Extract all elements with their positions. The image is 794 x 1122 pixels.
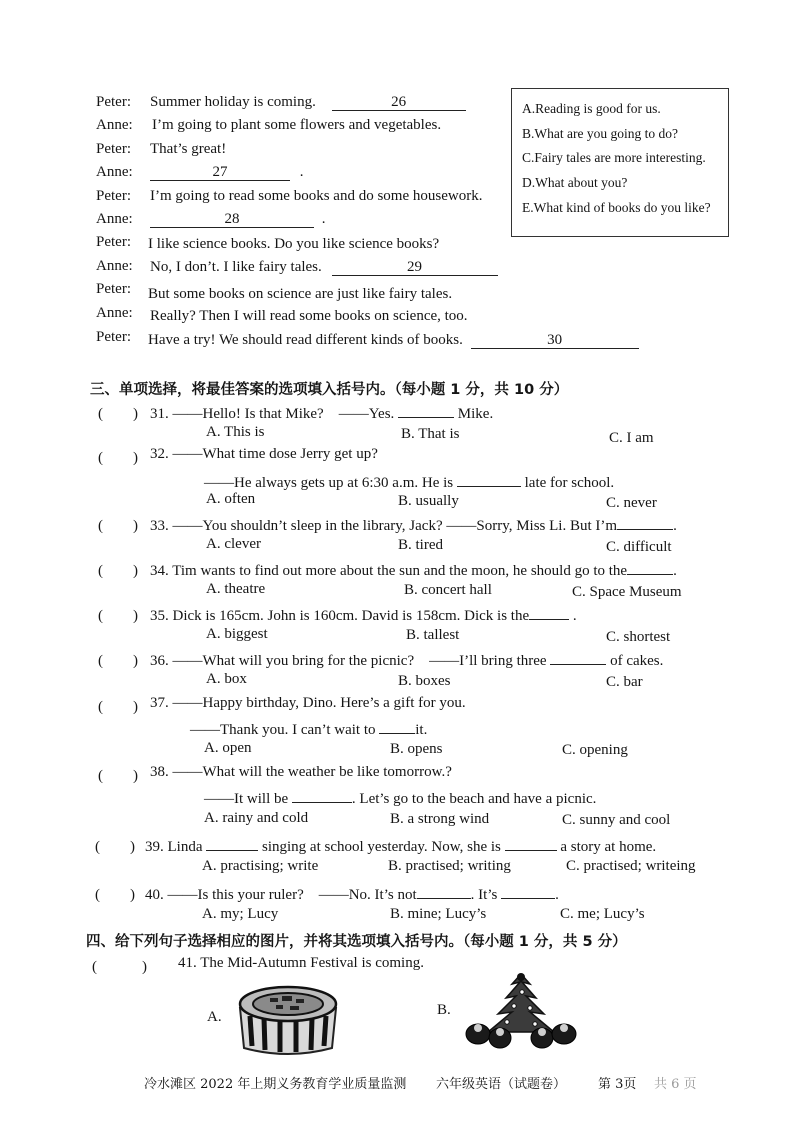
speaker: Peter: <box>96 141 131 157</box>
option-item: D.What about you? <box>522 175 628 190</box>
question-stem: ——What time dose Jerry get up? <box>172 446 378 462</box>
question-41 <box>178 955 424 972</box>
question-stem: Linda <box>167 839 203 855</box>
question-stem-mid: singing at school yesterday. Now, she is <box>262 839 501 855</box>
question-stem: ——Thank you. I can’t wait to <box>190 722 376 738</box>
dialogue-text: I’m going to read some books and do some housework. <box>150 188 483 204</box>
choice-c[interactable]: C. difficult <box>606 539 672 555</box>
question-number: 41. <box>178 955 197 971</box>
choice-a[interactable]: A. This is <box>206 424 265 440</box>
choice-b[interactable]: B. concert hall <box>404 582 492 598</box>
option-item: B.What are you going to do? <box>522 126 678 141</box>
question-number: 37. <box>150 695 169 711</box>
question-stem-end: . <box>555 887 559 903</box>
question-stem: ——You shouldn’t sleep in the library, Jack? ——Sorry, Miss Li. But I’m <box>172 518 618 534</box>
answer-paren[interactable]: ( ) <box>98 653 138 669</box>
question-stem: ——What will the weather be like tomorrow.? <box>172 764 452 780</box>
question-stem-end: a story at home. <box>560 839 657 855</box>
choice-a[interactable]: A. my; Lucy <box>202 906 279 922</box>
choice-c[interactable]: C. never <box>606 495 657 511</box>
choice-a[interactable]: A. box <box>206 671 247 687</box>
choice-b[interactable]: B. tallest <box>406 627 460 643</box>
choice-a[interactable]: A. often <box>206 491 256 507</box>
option-item: C.Fairy tales are more interesting. <box>522 150 706 165</box>
question-36 <box>150 649 663 670</box>
dialogue-tail: . <box>299 164 304 180</box>
stem-blank[interactable] <box>292 787 352 803</box>
question-number: 31. <box>150 406 169 422</box>
choice-c[interactable]: C. shortest <box>606 629 671 645</box>
question-number: 32. <box>150 446 169 462</box>
choice-b[interactable]: B. tired <box>398 537 443 553</box>
question-35 <box>150 604 577 625</box>
speaker: Anne: <box>96 258 133 274</box>
blank-number: 26 <box>391 94 407 110</box>
answer-paren[interactable]: ( ) <box>98 450 138 466</box>
footer-total: 共 6 页 <box>654 1077 697 1092</box>
answer-blank[interactable] <box>332 260 498 276</box>
speaker: Anne: <box>96 164 133 180</box>
choice-b[interactable]: B. usually <box>398 493 459 509</box>
question-40 <box>145 883 559 904</box>
choice-b[interactable]: B. opens <box>390 741 443 757</box>
question-number: 40. <box>145 887 164 903</box>
blank-number: 27 <box>212 164 228 180</box>
question-stem: ——What will you bring for the picnic? ——I’ll bring three <box>172 653 547 669</box>
answer-paren[interactable]: ( ) <box>95 887 135 903</box>
dialogue-tail: . <box>321 211 326 227</box>
question-32 <box>150 446 378 463</box>
answer-paren[interactable]: ( ) <box>98 699 138 715</box>
question-stem: Tim wants to find out more about the sun and the moon, he should go to the <box>172 563 628 579</box>
dialogue-text: But some books on science are just like fairy tales. <box>148 286 453 302</box>
mooncake-icon <box>234 982 342 1058</box>
question-stem: ——He always gets up at 6:30 a.m. He is <box>204 475 454 491</box>
dialogue-line <box>150 164 304 181</box>
option-item: E.What kind of books do you like? <box>522 200 711 215</box>
question-31 <box>150 402 493 423</box>
blank-number: 29 <box>407 259 423 275</box>
question-number: 36. <box>150 653 169 669</box>
question-39 <box>145 835 656 856</box>
answer-paren[interactable]: ( ) <box>98 406 138 422</box>
answer-paren[interactable]: ( ) <box>98 608 138 624</box>
choice-b[interactable]: B. mine; Lucy’s <box>390 906 487 922</box>
question-stem-end: . <box>572 608 577 624</box>
choice-b[interactable]: B. boxes <box>398 673 451 689</box>
question-33 <box>150 514 677 535</box>
question-stem: ——It will be <box>204 791 289 807</box>
speaker: Peter: <box>96 329 131 345</box>
speaker: Peter: <box>96 234 131 250</box>
dialogue-line <box>150 259 498 276</box>
stem-blank[interactable] <box>379 718 415 734</box>
dialogue-line <box>150 211 326 228</box>
question-37-line2 <box>190 718 427 739</box>
question-number: 38. <box>150 764 169 780</box>
stem-blank[interactable] <box>417 883 471 899</box>
stem-blank[interactable] <box>501 883 555 899</box>
speaker: Peter: <box>96 281 131 297</box>
stem-blank[interactable] <box>627 559 673 575</box>
choice-c[interactable]: C. opening <box>562 742 628 758</box>
dialogue-text: No, I don’t. I like fairy tales. <box>150 259 322 275</box>
footer-page: 第 3页 <box>598 1077 637 1092</box>
choice-a[interactable]: A. clever <box>206 536 261 552</box>
stem-blank[interactable] <box>398 402 454 418</box>
answer-blank[interactable] <box>332 95 466 111</box>
picture-label-b: B. <box>437 1002 451 1018</box>
question-number: 33. <box>150 518 169 534</box>
speaker: Anne: <box>96 117 133 133</box>
option-item: A.Reading is good for us. <box>522 101 661 116</box>
choice-c[interactable]: C. me; Lucy’s <box>560 906 645 922</box>
dialogue-text: Have a try! We should read different kinds of books. <box>148 332 463 348</box>
question-stem-end: . <box>673 563 677 579</box>
choice-c[interactable]: C. bar <box>606 674 643 690</box>
stem-blank[interactable] <box>550 649 606 665</box>
choice-c[interactable]: C. sunny and cool <box>562 812 671 828</box>
answer-blank[interactable] <box>471 333 639 349</box>
answer-paren[interactable]: ( ) <box>98 563 138 579</box>
question-stem: ——Is this your ruler? ——No. It’s not <box>167 887 417 903</box>
question-34 <box>150 559 677 580</box>
speaker: Peter: <box>96 94 131 110</box>
dialogue-text: I like science books. Do you like science books? <box>148 236 440 252</box>
question-stem-mid: . It’s <box>470 887 498 903</box>
answer-paren[interactable]: ( ) <box>95 839 135 855</box>
choice-a[interactable]: A. practising; write <box>202 858 319 874</box>
blank-number: 30 <box>547 332 563 348</box>
choice-b[interactable]: B. practised; writing <box>388 858 511 874</box>
speaker: Anne: <box>96 305 133 321</box>
question-number: 34. <box>150 563 169 579</box>
question-stem-end: of cakes. <box>610 653 664 669</box>
stem-blank[interactable] <box>505 835 557 851</box>
question-stem-end: late for school. <box>524 475 615 491</box>
speaker: Anne: <box>96 211 133 227</box>
picture-label-a: A. <box>207 1009 222 1025</box>
question-stem-end: Mike. <box>457 406 494 422</box>
blank-number: 28 <box>224 211 240 227</box>
question-32-line2 <box>204 471 614 492</box>
section3-title: 三、单项选择，将最佳答案的选项填入括号内。（每小题 1 分，共 10 分） <box>90 382 569 398</box>
question-37 <box>150 695 466 712</box>
speaker: Peter: <box>96 188 131 204</box>
answer-blank[interactable] <box>150 165 290 181</box>
choice-a[interactable]: A. rainy and cold <box>204 810 309 826</box>
stem-blank[interactable] <box>617 514 673 530</box>
christmas-tree-picture[interactable] <box>462 972 580 1059</box>
christmas-tree-icon <box>462 972 580 1054</box>
question-38-line2 <box>204 787 596 808</box>
choice-c[interactable]: C. I am <box>609 430 654 446</box>
dialogue-line <box>148 332 639 349</box>
answer-paren[interactable]: ( ) <box>92 959 147 975</box>
dialogue-text: Summer holiday is coming. <box>150 94 316 110</box>
question-stem-end: . <box>673 518 677 534</box>
choice-a[interactable]: A. biggest <box>206 626 268 642</box>
question-stem-end: . Let’s go to the beach and have a picnic. <box>351 791 597 807</box>
question-stem: ——Hello! Is that Mike? ——Yes. <box>172 406 395 422</box>
stem-blank[interactable] <box>206 835 258 851</box>
question-stem: Dick is 165cm. John is 160cm. David is 158cm. Dick is the <box>172 608 530 624</box>
choice-c[interactable]: C. practised; writeing <box>566 858 696 874</box>
question-number: 39. <box>145 839 164 855</box>
question-text: The Mid-Autumn Festival is coming. <box>200 955 424 971</box>
footer-subject: 六年级英语（试题卷） <box>436 1077 567 1092</box>
question-stem: ——Happy birthday, Dino. Here’s a gift for you. <box>172 695 466 711</box>
answer-paren[interactable]: ( ) <box>98 768 138 784</box>
dialogue-text: That’s great! <box>150 141 227 157</box>
stem-blank[interactable] <box>529 604 569 620</box>
dialogue-line <box>150 94 466 111</box>
choice-c[interactable]: C. Space Museum <box>572 584 682 600</box>
answer-paren[interactable]: ( ) <box>98 518 138 534</box>
choice-a[interactable]: A. theatre <box>206 581 266 597</box>
choice-a[interactable]: A. open <box>204 740 252 756</box>
question-38 <box>150 764 452 781</box>
stem-blank[interactable] <box>457 471 521 487</box>
question-stem-end: it. <box>415 722 428 738</box>
section4-title: 四、给下列句子选择相应的图片，并将其选项填入括号内。（每小题 1 分，共 5 分） <box>86 934 627 950</box>
choice-b[interactable]: B. That is <box>401 426 460 442</box>
choice-b[interactable]: B. a strong wind <box>390 811 490 827</box>
dialogue-text: I’m going to plant some flowers and vegetables. <box>152 117 442 133</box>
footer-exam-name: 冷水滩区 2022 年上期义务教育学业质量监测 <box>144 1077 407 1092</box>
dialogue-text: Really? Then I will read some books on science, too. <box>150 308 468 324</box>
question-number: 35. <box>150 608 169 624</box>
answer-blank[interactable] <box>150 212 314 228</box>
mooncake-picture[interactable] <box>234 982 342 1063</box>
